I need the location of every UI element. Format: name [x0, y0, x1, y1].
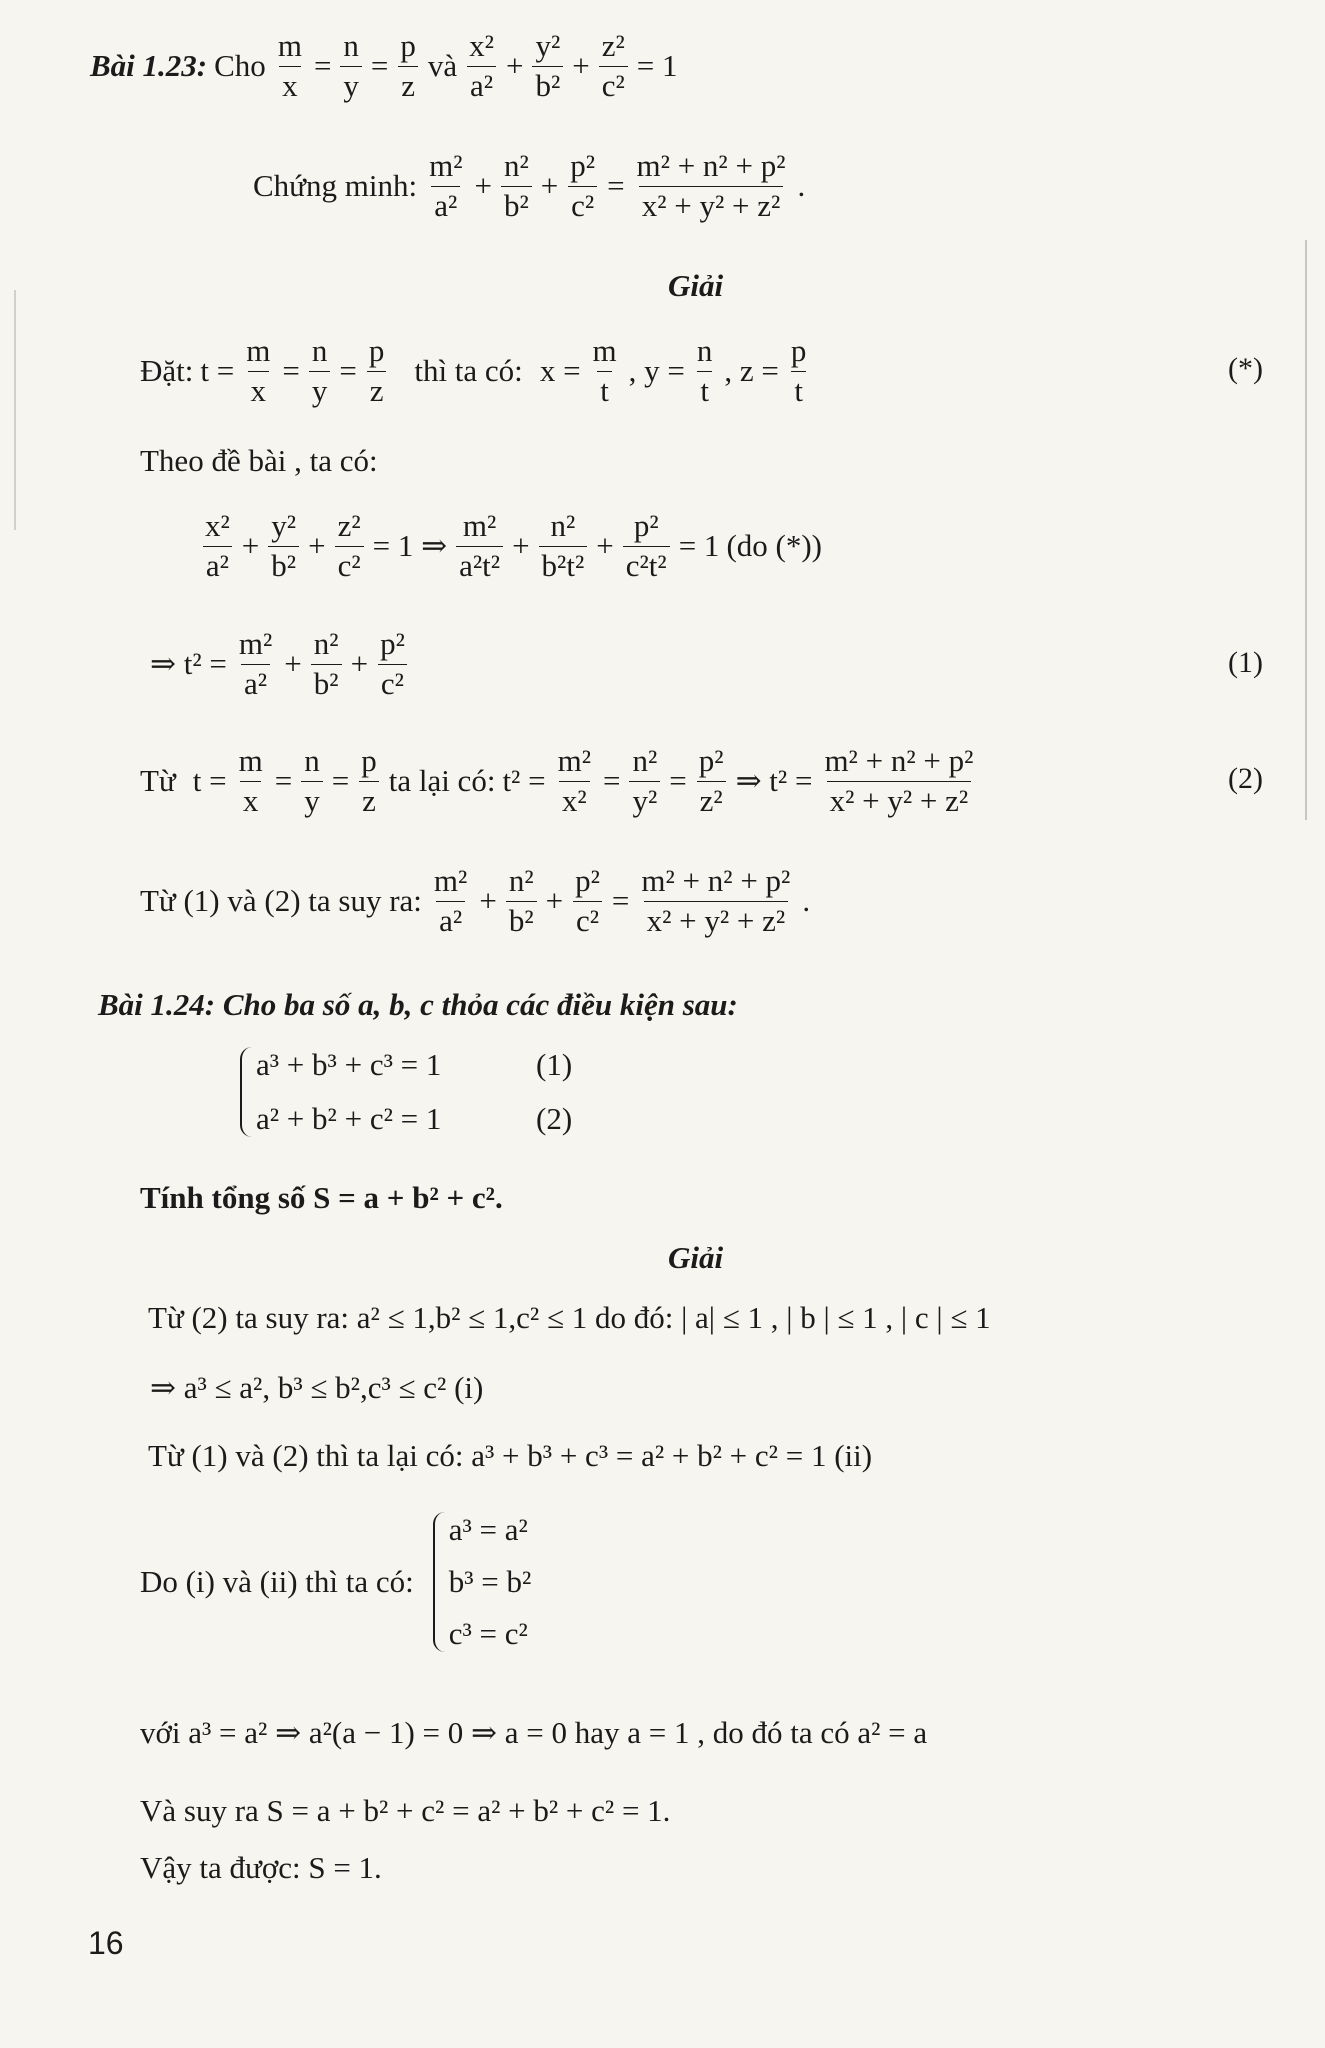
frac-z2-c2-2: $\frac{\text{z²}}{\text{c²}}$ — [335, 510, 364, 582]
solution-line-4: với a³ = a² ⇒ a²(a − 1) = 0 ⇒ a = 0 hay a = 1 , do đó ta có a² = a — [140, 1715, 928, 1750]
frac-p2-c2-3: $\frac{\text{p²}}{\text{c²}}$ — [572, 865, 603, 937]
tu12-text: Từ (1) và (2) ta suy ra: — [140, 883, 422, 919]
frac-z2-c2: $\frac{\text{z²}}{\text{c²}}$ — [599, 30, 628, 102]
frac-m-x-3: $\frac{m}{x}$ — [238, 743, 263, 818]
frac-p-t: $\frac{p}{t}$ — [790, 333, 807, 408]
scan-edge-mark — [14, 290, 16, 530]
condition-system — [240, 1047, 572, 1145]
system-brace-2 — [433, 1512, 445, 1652]
frac-n-y: $\frac{n}{y}$ — [340, 30, 362, 102]
frac-m2-a2-3: $\frac{\text{m²}}{\text{a²}}$ — [433, 863, 468, 938]
do-star: (do (*)) — [726, 528, 822, 564]
frac-p-z: $\frac{p}{z}$ — [397, 30, 419, 102]
frac-n2-y2: $\frac{\text{n²}}{\text{y²}}$ — [629, 745, 660, 817]
condition-eq-2: a² + b² + c² = 1 — [256, 1101, 442, 1136]
frac-m2-a2t2: $\frac{\text{m²}}{\text{a²t²}}$ — [456, 510, 503, 582]
equation-tag-2: (2) — [1228, 762, 1263, 795]
problem-1-23-statement: Bài 1.23: Cho $\frac{m}{x}$ = $\frac{n}{y}$ = $\frac{p}{z}$ và $\frac{\text{x²}}{\text{a²}}$ + $\frac{\text{y²}}{\text{b²}}$ + $\frac{\text{z²}}{\text{c²}}$ = 1 — [90, 28, 678, 103]
condition-eq-1: a³ + b³ + c³ = 1 — [256, 1047, 442, 1082]
frac-m2-x2: $\frac{\text{m²}}{\text{x²}}$ — [557, 743, 591, 818]
condition-tag-1: (1) — [536, 1047, 573, 1082]
frac-p-z-3: $\frac{p}{z}$ — [358, 745, 380, 817]
problem-1-24-title: Bài 1.24: Cho ba số a, b, c thỏa các điều kiện sau: — [98, 987, 738, 1022]
frac-m2-a2: $\frac{\text{m²}}{\text{a²}}$ — [429, 148, 463, 223]
condition-tag-2: (2) — [536, 1101, 573, 1136]
solution-heading-2: Giải — [668, 1240, 724, 1275]
equation-tag-star: (*) — [1228, 352, 1263, 385]
tu-text: Từ — [140, 763, 176, 799]
theo-de-bai: Theo đề bài , ta có: — [140, 443, 378, 478]
frac-n-y-3: $\frac{n}{y}$ — [301, 745, 323, 817]
equality-a: a³ = a² — [448, 1512, 528, 1547]
frac-p2-z2: $\frac{\text{p²}}{\text{z²}}$ — [696, 745, 727, 817]
frac-x2-a2: $\frac{\text{x²}}{\text{a²}}$ — [466, 30, 497, 102]
frac-p2-c2-2: $\frac{\text{p²}}{\text{c²}}$ — [377, 628, 408, 700]
given-equation-line: $\frac{\text{x²}}{\text{a²}}$ + $\frac{\text{y²}}{\text{b²}}$ + $\frac{\text{z²}}{\text{c²}}$ = 1 ⇒ $\frac{\text{m²}}{\text{a²t²}}$ + $\frac{\text{n²}}{\text{b²t²}}$ + $\frac{\text{p²}}{\text{c²t²}}$ = 1 (do (*)) — [200, 510, 822, 582]
second-derivation-line: Từ t = $\frac{m}{x}$ = $\frac{n}{y}$ = $\frac{p}{z}$ ta lại có: t² = $\frac{\text{m²}}{\text{x²}}$ = $\frac{\text{n²}}{\text{y²}}$ = $\frac{\text{p²}}{\text{z²}}$ ⇒ t² = $\frac{\text{m² + n² + p²}}{\text{x² + y² + z²}}$ — [140, 745, 978, 817]
substitution-line: Đặt: t = $\frac{m}{x}$ = $\frac{n}{y}$ = $\frac{p}{z}$ thì ta có: x = $\frac{m}{t}$ , y = $\frac{n}{t}$ , z = $\frac{p}{t}$ — [140, 335, 811, 407]
frac-sum-3: $\frac{\text{m² + n² + p²}}{\text{x² + y² + z²}}$ — [641, 863, 791, 938]
final-answer: Vậy ta được: S = 1. — [140, 1850, 382, 1885]
frac-sum-2: $\frac{\text{m² + n² + p²}}{\text{x² + y² + z²}}$ — [824, 743, 974, 818]
cho-text: Cho — [214, 48, 266, 84]
dat-label: Đặt: — [140, 353, 194, 389]
frac-y2-b2-2: $\frac{\text{y²}}{\text{b²}}$ — [268, 510, 299, 582]
page-edge-shadow — [1305, 240, 1307, 820]
solution-line-1: Từ (2) ta suy ra: a² ≤ 1,b² ≤ 1,c² ≤ 1 do đó: | a| ≤ 1 , | b | ≤ 1 , | c | ≤ 1 — [148, 1300, 991, 1335]
frac-p2-c2: $\frac{\text{p²}}{\text{c²}}$ — [567, 150, 598, 222]
frac-n2-b2: $\frac{\text{n²}}{\text{b²}}$ — [501, 150, 532, 222]
equality-system-line — [140, 1512, 531, 1652]
frac-m-t: $\frac{m}{t}$ — [592, 333, 617, 408]
va-text: và — [427, 48, 458, 84]
frac-m-x-2: $\frac{m}{x}$ — [246, 333, 271, 408]
prove-label: Chứng minh: — [253, 168, 418, 204]
frac-m2-a2-2: $\frac{\text{m²}}{\text{a²}}$ — [238, 626, 273, 701]
frac-n2-b2t2: $\frac{\text{n²}}{\text{b²t²}}$ — [539, 510, 588, 582]
task-statement: Tính tổng số S = a + b² + c². — [140, 1180, 503, 1215]
page-number: 16 — [88, 1925, 124, 1961]
frac-y2-b2: $\frac{\text{y²}}{\text{b²}}$ — [532, 30, 563, 102]
solution-line-2: ⇒ a³ ≤ a², b³ ≤ b²,c³ ≤ c² (i) — [150, 1370, 484, 1405]
solution-line-3: Từ (1) và (2) thì ta lại có: a³ + b³ + c³ = a² + b² + c² = 1 (ii) — [148, 1438, 873, 1473]
frac-n2-b2-3: $\frac{\text{n²}}{\text{b²}}$ — [506, 865, 537, 937]
conclusion-line: Từ (1) và (2) ta suy ra: $\frac{\text{m²}}{\text{a²}}$ + $\frac{\text{n²}}{\text{b²}}$ + $\frac{\text{p²}}{\text{c²}}$ = $\frac{\text{m² + n² + p²}}{\text{x² + y² + z²}}$ . — [140, 863, 811, 938]
frac-n-t: $\frac{n}{t}$ — [696, 333, 713, 408]
frac-m-x: $\frac{m}{x}$ — [277, 28, 302, 103]
frac-p2-c2t2: $\frac{\text{p²}}{\text{c²t²}}$ — [623, 510, 670, 582]
equation-tag-1: (1) — [1228, 646, 1263, 679]
frac-p-z-2: $\frac{p}{z}$ — [366, 335, 388, 407]
frac-x2-a2-2: $\frac{\text{x²}}{\text{a²}}$ — [202, 510, 233, 582]
frac-sum: $\frac{\text{m² + n² + p²}}{\text{x² + y² + z²}}$ — [636, 148, 786, 223]
thi-ta-co: thì ta có: — [414, 353, 523, 389]
solution-heading-1: Giải — [668, 268, 724, 303]
frac-n2-b2-2: $\frac{\text{n²}}{\text{b²}}$ — [311, 628, 342, 700]
prove-statement: Chứng minh: $\frac{\text{m²}}{\text{a²}}$ + $\frac{\text{n²}}{\text{b²}}$ + $\frac{\text{p²}}{\text{c²}}$ = $\frac{\text{m² + n² + p²}}{\text{x² + y² + z²}}$ . — [253, 148, 806, 223]
do-label: Do (i) và (ii) thì ta có: — [140, 1564, 414, 1599]
t-squared-line: ⇒ t² = $\frac{\text{m²}}{\text{a²}}$ + $\frac{\text{n²}}{\text{b²}}$ + $\frac{\text{p²}}{\text{c²}}$ — [150, 628, 410, 700]
solution-line-5: Và suy ra S = a + b² + c² = a² + b² + c² = 1. — [140, 1793, 671, 1828]
frac-n-y-2: $\frac{n}{y}$ — [309, 335, 331, 407]
equality-b: b³ = b² — [448, 1564, 532, 1599]
problem-label: Bài 1.23: — [90, 48, 208, 84]
equality-c: c³ = c² — [448, 1616, 528, 1651]
ta-lai-co: ta lại có: — [388, 763, 496, 799]
system-brace — [240, 1047, 252, 1137]
